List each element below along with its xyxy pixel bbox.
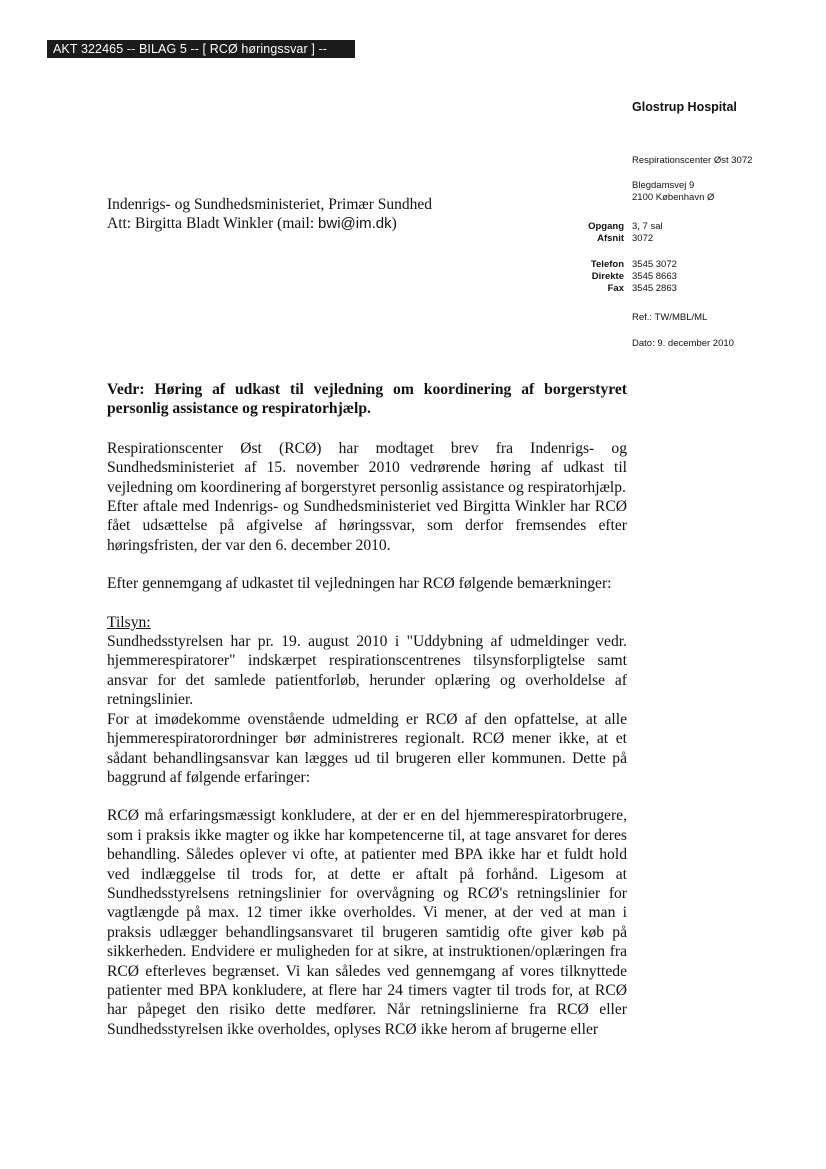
recipient-line2 (107, 214, 432, 233)
sender-center: Respirationscenter Øst 3072 (632, 155, 753, 166)
recipient-email: bwi@im.dk (318, 215, 392, 232)
telefon-value: 3545 3072 (632, 259, 677, 270)
opgang-value: 3, 7 sal (632, 221, 663, 232)
telefon-label: Telefon (590, 259, 624, 270)
sender-address-street: Blegdamsvej 9 (632, 180, 695, 191)
recipient-att: Att: Birgitta Bladt Winkler (mail: (107, 215, 319, 232)
paragraph-2: Efter aftale med Indenrigs- og Sundhedsministeriet ved Birgitta Winkler har RCØ fået udsættelse på afgivelse af høringssvar, som derfor fremsendes efter høringsfristen, der var den 6. december 2010. (107, 498, 627, 554)
sender-contact (540, 259, 820, 295)
recipient-close-paren: ) (391, 215, 397, 232)
letter-date: Dato: 9. december 2010 (632, 338, 734, 349)
paragraph-1: Respirationscenter Øst (RCØ) har modtaget brev fra Indenrigs- og Sundhedsministeriet af 15. november 2010 vedrørende høring af udkast til vejledning om koordinering af borgerstyret personlig assistance og respiratorhjælp. (107, 439, 627, 496)
section-heading-tilsyn: Tilsyn: (107, 613, 151, 631)
recipient-block (107, 195, 432, 233)
paragraph-3: Efter gennemgang af udkastet til vejledningen har RCØ følgende bemærkninger: (107, 575, 612, 593)
direkte-value: 3545 8663 (632, 271, 677, 282)
paragraph-6: RCØ må erfaringsmæssigt konkludere, at der er en del hjemmerespiratorbrugere, som i praksis ikke magter og ikke har kompetencerne til, at tage ansvaret for deres behandling. Således oplever vi ofte, at patienter med BPA ikke har et fuldt hold ved indlæggelse til trods for, at dette er aftalt på forhånd. Ligesom at Sundhedsstyrelsens retningslinier for overvågning og RCØ's retningslinier for vagtlængde på max. 12 timer ikke overholdes. Vi mener, at der ved at man i praksis udlægger behandlingsansvaret til brugeren samtidig ofte giver køb på sikkerheden. Endvidere er muligheden for at sikre, at instruktionen/oplæringen fra RCØ efterleves begrænset. Vi kan således ved gennemgang af vores tilknyttede patienter med BPA konkludere, at flere har 24 timers vagter til trods for, at RCØ har påpeget den risiko dette medfører. Når retningslinierne fra RCØ eller Sundhedsstyrelsen ikke overholdes, oplyses RCØ ikke herom af brugerne eller (107, 807, 627, 1038)
recipient-line1: Indenrigs- og Sundhedsministeriet, Primær Sundhed (107, 196, 433, 213)
afsnit-label: Afsnit (597, 233, 624, 244)
letter-body (107, 380, 627, 1039)
sender-address-city: 2100 København Ø (632, 192, 715, 203)
letter-subject: Vedr: Høring af udkast til vejledning om koordinering af borgerstyret personlig assistance og respiratorhjælp. (107, 381, 627, 418)
opgang-label: Opgang (588, 221, 624, 232)
paragraph-5: For at imødekomme ovenstående udmelding er RCØ af den opfattelse, at alle hjemmerespiratorordninger bør administreres regionalt. RCØ mener ikke, at et sådant behandlingsansvar kan lægges ud til brugeren eller kommunen. Dette på baggrund af følgende erfaringer: (107, 710, 627, 786)
afsnit-value: 3072 (632, 233, 654, 244)
archive-stamp: AKT 322465 -- BILAG 5 -- [ RCØ høringssvar ] -- (47, 40, 355, 58)
reference: Ref.: TW/MBL/ML (632, 312, 708, 323)
direkte-label: Direkte (591, 271, 624, 282)
sender-location (540, 221, 820, 245)
sender-hospital: Glostrup Hospital (632, 100, 737, 114)
sender-address (632, 180, 714, 204)
fax-label: Fax (607, 283, 624, 294)
paragraph-4: Sundhedsstyrelsen har pr. 19. august 2010 i "Uddybning af udmeldinger vedr. hjemmerespiratorer" indskærpet respirationscentrenes tilsynsforpligtelse samt ansvar for det samlede patientforløb, herunder oplæring og overholdelse af retningslinier. (107, 633, 627, 709)
fax-value: 3545 2863 (632, 283, 677, 294)
